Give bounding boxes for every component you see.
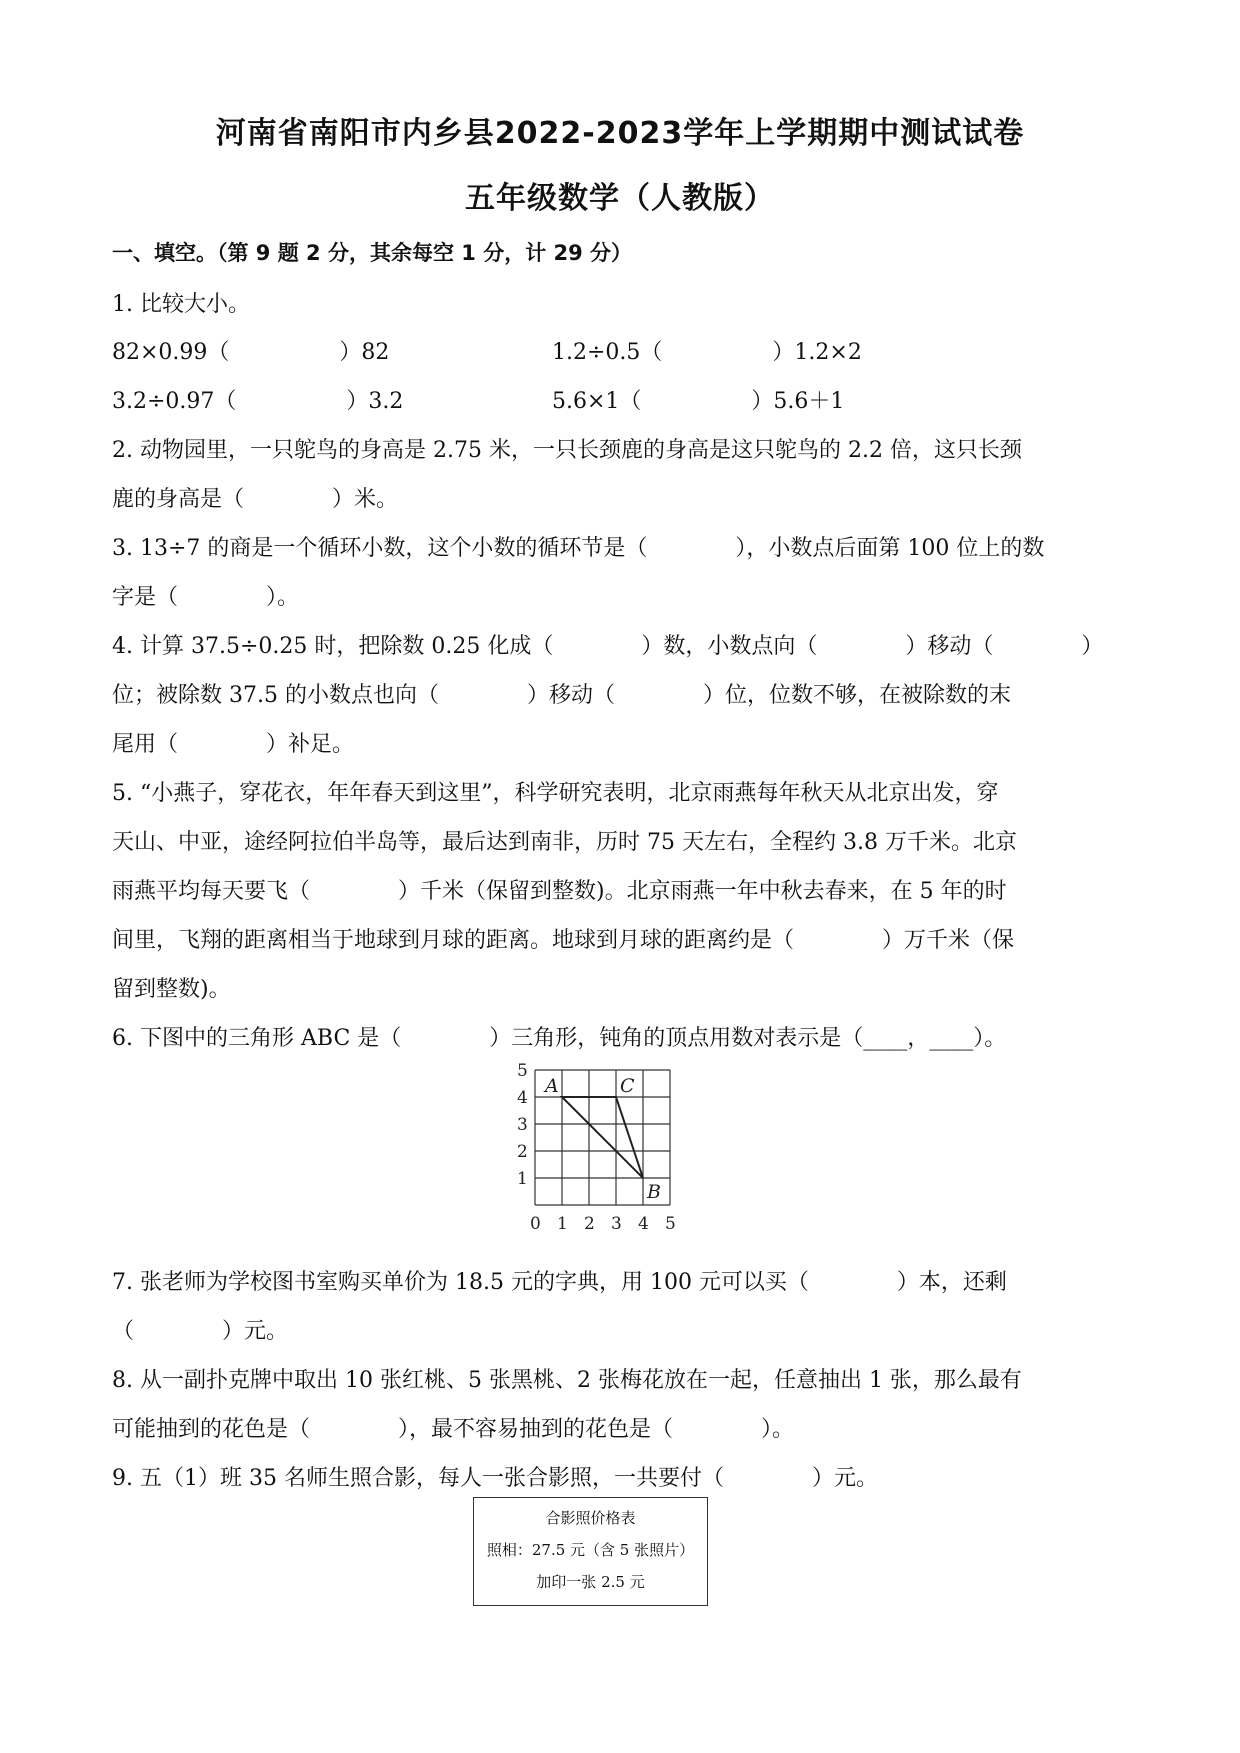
price-table-row-1: 照相：27.5 元（含 5 张照片） bbox=[486, 1541, 695, 1559]
question-8-line-1: 8. 从一副扑克牌中取出 10 张红桃、5 张黑桃、2 张梅花放在一起，任意抽出 1 张，那么最有 bbox=[112, 1368, 1022, 1393]
point-label-a: A bbox=[545, 1075, 559, 1097]
triangle-abc bbox=[562, 1097, 643, 1178]
point-label-b: B bbox=[647, 1181, 661, 1203]
question-5-line-1: 5. “小燕子，穿花衣，年年春天到这里”，科学研究表明，北京雨燕每年秋天从北京出发，穿 bbox=[112, 781, 999, 806]
point-label-c: C bbox=[620, 1075, 635, 1097]
question-5-line-4: 间里，飞翔的距离相当于地球到月球的距离。地球到月球的距离约是（ ）万千米（保 bbox=[112, 928, 1015, 953]
question-8-line-2: 可能抽到的花色是（ ），最不容易抽到的花色是（ ）。 bbox=[112, 1417, 795, 1442]
y-tick-label: 5 bbox=[517, 1061, 528, 1081]
price-table-title: 合影照价格表 bbox=[545, 1509, 636, 1527]
question-3-line-1: 3. 13÷7 的商是一个循环小数，这个小数的循环节是（ ），小数点后面第 100 位上的数 bbox=[112, 536, 1045, 561]
question-4-line-1: 4. 计算 37.5÷0.25 时，把除数 0.25 化成（ ）数，小数点向（ ）移动（ ） bbox=[112, 634, 1104, 659]
photo-price-table bbox=[473, 1497, 708, 1606]
question-1-stem: 1. 比较大小。 bbox=[112, 292, 250, 317]
question-4-line-2: 位；被除数 37.5 的小数点也向（ ）移动（ ）位，位数不够，在被除数的末 bbox=[112, 683, 1011, 708]
x-tick-label: 5 bbox=[665, 1214, 676, 1234]
x-tick-label: 4 bbox=[638, 1214, 649, 1234]
compare-item-4: 5.6×1（ ）5.6＋1 bbox=[552, 389, 845, 414]
y-tick-label: 3 bbox=[517, 1115, 528, 1135]
question-5-line-5: 留到整数)。 bbox=[112, 977, 231, 1002]
question-2-line-1: 2. 动物园里，一只鸵鸟的身高是 2.75 米，一只长颈鹿的身高是这只鸵鸟的 2.2 倍，这只长颈 bbox=[112, 438, 1022, 463]
price-table-row-2: 加印一张 2.5 元 bbox=[536, 1573, 645, 1591]
question-5-line-3: 雨燕平均每天要飞（ ）千米（保留到整数)。北京雨燕一年中秋去春来，在 5 年的时 bbox=[112, 879, 1007, 904]
y-tick-label: 2 bbox=[517, 1142, 528, 1162]
coordinate-grid bbox=[505, 1048, 695, 1238]
question-2-line-2: 鹿的身高是（ ）米。 bbox=[112, 487, 399, 512]
question-5-line-2: 天山、中亚，途经阿拉伯半岛等，最后达到南非，历时 75 天左右，全程约 3.8 万千米。北京 bbox=[112, 830, 1017, 855]
page-subtitle: 五年级数学（人教版） bbox=[465, 181, 775, 216]
question-4-line-3: 尾用（ ）补足。 bbox=[112, 732, 355, 757]
y-tick-label: 4 bbox=[517, 1088, 528, 1108]
y-tick-label: 1 bbox=[517, 1169, 528, 1189]
question-6-line-1: 6. 下图中的三角形 ABC 是（ ）三角形，钝角的顶点用数对表示是（____，____）。 bbox=[112, 1026, 1007, 1051]
section-heading: 一、填空。（第 9 题 2 分，其余每空 1 分，计 29 分） bbox=[112, 241, 633, 265]
page-title: 河南省南阳市内乡县2022-2023学年上学期期中测试试卷 bbox=[215, 116, 1025, 151]
compare-item-1: 82×0.99（ ）82 bbox=[112, 340, 390, 365]
x-tick-label: 0 bbox=[530, 1214, 541, 1234]
question-7-line-2: （ ）元。 bbox=[112, 1319, 289, 1344]
question-9-line-1: 9. 五（1）班 35 名师生照合影，每人一张合影照，一共要付（ ）元。 bbox=[112, 1466, 878, 1491]
x-tick-label: 1 bbox=[557, 1214, 568, 1234]
question-7-line-1: 7. 张老师为学校图书室购买单价为 18.5 元的字典，用 100 元可以买（ ）本，还剩 bbox=[112, 1270, 1007, 1295]
x-tick-label: 3 bbox=[611, 1214, 622, 1234]
x-tick-label: 2 bbox=[584, 1214, 595, 1234]
coordinate-grid-figure bbox=[505, 1048, 695, 1238]
compare-item-3: 3.2÷0.97（ ）3.2 bbox=[112, 389, 404, 414]
question-3-line-2: 字是（ ）。 bbox=[112, 585, 300, 610]
compare-item-2: 1.2÷0.5（ ）1.2×2 bbox=[552, 340, 862, 365]
